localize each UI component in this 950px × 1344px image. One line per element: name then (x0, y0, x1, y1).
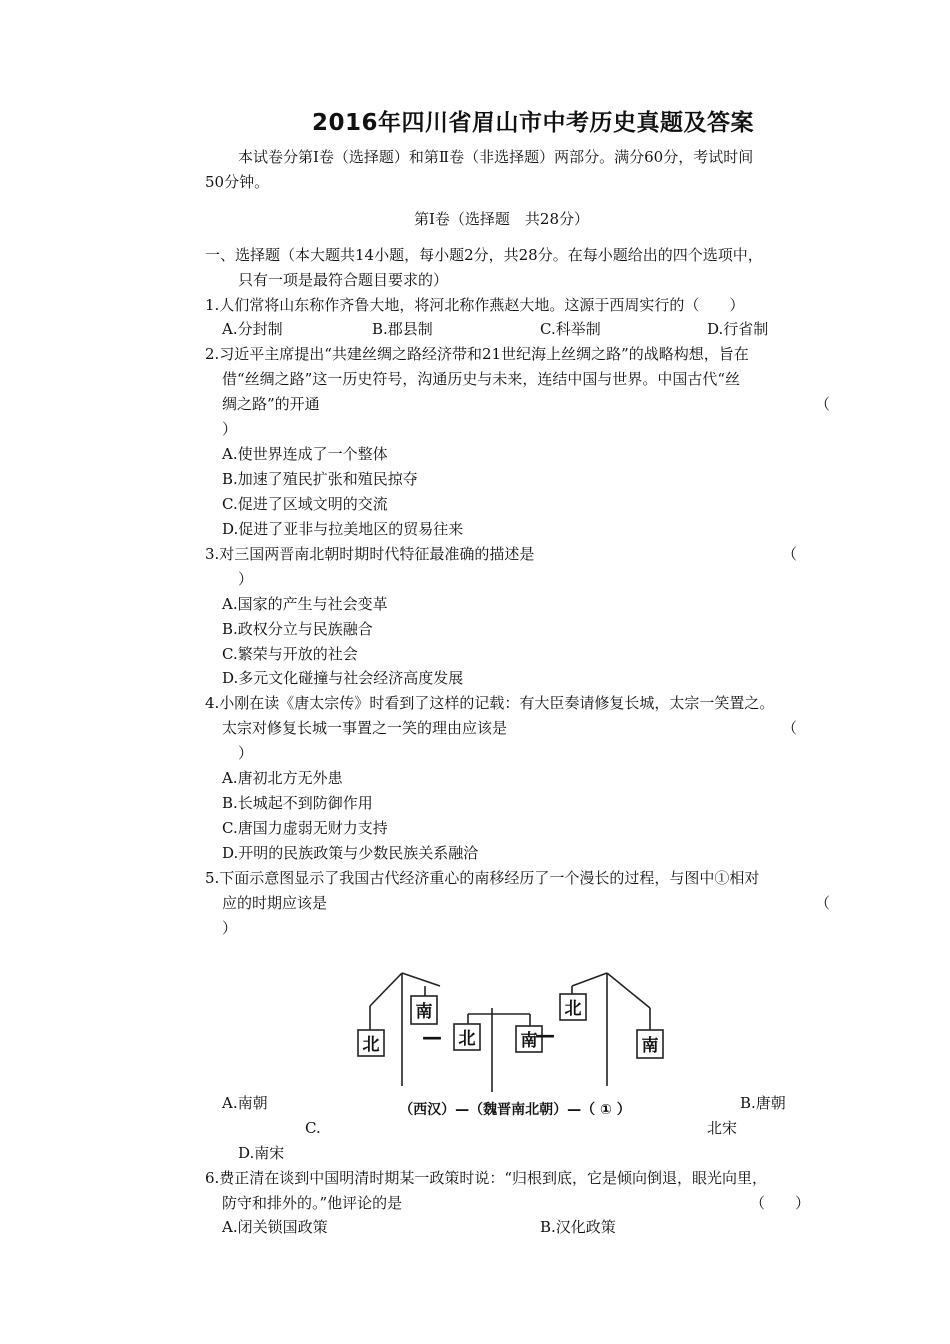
option-a: A.分封制 (222, 320, 283, 338)
south-label: 南 (520, 1031, 538, 1051)
option-d: D.南宋 (238, 1144, 285, 1162)
option-c: C.唐国力虚弱无财力支持 (222, 819, 388, 837)
page-title: 2016年四川省眉山市中考历史真题及答案 (312, 110, 755, 136)
option-b: B.政权分立与民族融合 (222, 620, 373, 638)
option-d: D.多元文化碰撞与社会经济高度发展 (222, 669, 464, 687)
north-label: 北 (362, 1035, 380, 1055)
question-stem: 3.对三国两晋南北朝时期时代特征最准确的描述是 (205, 545, 535, 563)
question-stem-line-2: 防守和排外的。”他评论的是 (222, 1194, 403, 1212)
question-stem: 1.人们常将山东称作齐鲁大地，将河北称作燕赵大地。这源于西周实行的（ ） (205, 296, 745, 314)
option-a: A.使世界连成了一个整体 (222, 445, 388, 463)
answer-paren-open: （ (782, 545, 798, 563)
option-d: D.行省制 (707, 320, 769, 338)
option-c-text: 北宋 (707, 1119, 738, 1137)
north-label: 北 (564, 999, 582, 1019)
option-b: B.唐朝 (740, 1094, 786, 1112)
question-stem-line-1: 2.习近平主席提出“共建丝绸之路经济带和21世纪海上丝绸之路”的战略构想，旨在 (205, 345, 749, 363)
answer-paren-close: ） (222, 420, 238, 438)
section-title: 第Ⅰ卷（选择题 共28分） (414, 210, 590, 228)
option-a: A.唐初北方无外患 (222, 769, 343, 787)
answer-paren: （ ） (750, 1194, 811, 1212)
question-stem-line-2: 太宗对修复长城一事置之一笑的理由应该是 (222, 719, 508, 737)
answer-paren-close: ） (222, 919, 238, 937)
question-stem-line-1: 5.下面示意图显示了我国古代经济重心的南移经历了一个漫长的过程，与图中①相对 (205, 869, 760, 887)
diagram-caption: （西汉）—（魏晋南北朝）—（ ① ） (399, 1102, 631, 1118)
option-c-letter: C. (305, 1119, 321, 1137)
north-label: 北 (458, 1029, 476, 1049)
answer-paren-close: ） (238, 744, 254, 762)
option-c: C.促进了区域文明的交流 (222, 495, 388, 513)
answer-paren-open: （ (815, 894, 831, 912)
south-label: 南 (415, 1002, 433, 1022)
intro-line-1: 本试卷分第Ⅰ卷（选择题）和第Ⅱ卷（非选择题）两部分。满分60分，考试时间 (238, 148, 754, 166)
intro-line-2: 50分钟。 (205, 173, 270, 191)
answer-paren-close: ） (238, 570, 254, 588)
answer-paren-open: （ (815, 395, 831, 413)
option-b: B.加速了殖民扩张和殖民掠夺 (222, 470, 418, 488)
option-b: B.长城起不到防御作用 (222, 794, 373, 812)
option-a: A.国家的产生与社会变革 (222, 595, 388, 613)
economic-center-diagram (350, 968, 680, 1126)
option-c: C.科举制 (540, 320, 601, 338)
south-label: 南 (641, 1036, 659, 1056)
arrow-dash: — (422, 1025, 442, 1049)
part-heading-line-2: 只有一项是最符合题目要求的） (238, 271, 449, 289)
question-stem-line-1: 6.费正清在谈到中国明清时期某一政策时说：“归根到底，它是倾向倒退，眼光向里， (205, 1169, 767, 1187)
arrow-dash: — (535, 1023, 555, 1047)
option-d: D.开明的民族政策与少数民族关系融洽 (222, 844, 479, 862)
answer-paren-open: （ (782, 719, 798, 737)
question-stem-line-1: 4.小刚在读《唐太宗传》时看到了这样的记载：有大臣奏请修复长城，太宗一笑置之。 (205, 694, 775, 712)
part-heading-line-1: 一、选择题（本大题共14小题，每小题2分，共28分。在每小题给出的四个选项中， (205, 246, 763, 264)
option-a: A.南朝 (222, 1094, 268, 1112)
option-b: B.汉化政策 (540, 1218, 616, 1236)
option-b: B.郡县制 (372, 320, 433, 338)
question-stem-line-2: 应的时期应该是 (222, 894, 328, 912)
question-stem-line-2: 借“丝绸之路”这一历史符号，沟通历史与未来，连结中国与世界。中国古代“丝 (222, 370, 741, 388)
option-d: D.促进了亚非与拉美地区的贸易往来 (222, 520, 464, 538)
question-stem-line-3: 绸之路”的开通 (222, 395, 320, 413)
option-c: C.繁荣与开放的社会 (222, 645, 358, 663)
option-a: A.闭关锁国政策 (222, 1218, 328, 1236)
